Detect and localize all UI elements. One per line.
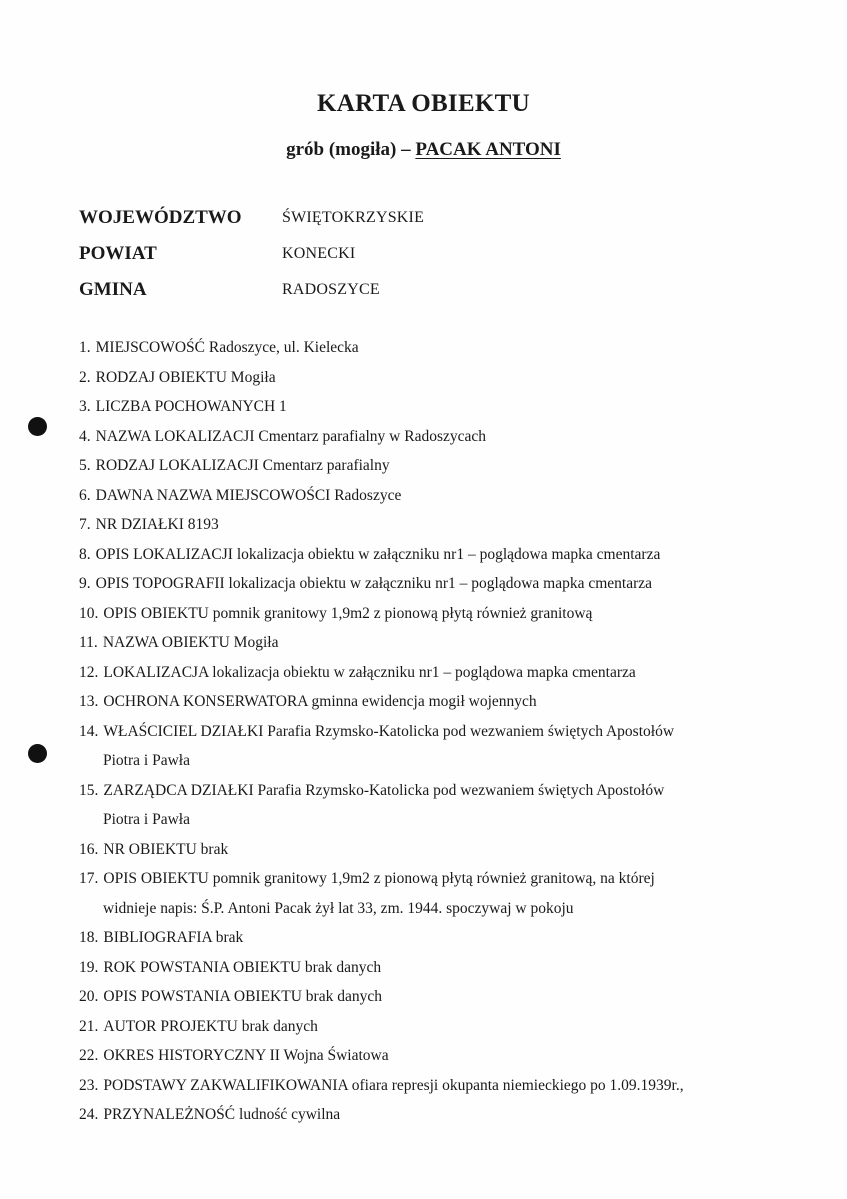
list-item: 16. NR OBIEKTU brak	[79, 840, 229, 858]
list-item: 2. RODZAJ OBIEKTU Mogiła	[79, 368, 276, 386]
page-subtitle	[0, 139, 847, 161]
list-item: 23. PODSTAWY ZAKWALIFIKOWANIA ofiara represji okupanta niemieckiego po 1.09.1939r.,	[79, 1076, 684, 1094]
list-item: 15. ZARZĄDCA DZIAŁKI Parafia Rzymsko-Katolicka pod wezwaniem świętych Apostołów	[79, 781, 665, 799]
punch-hole-mark	[28, 744, 47, 763]
list-item: 20. OPIS POWSTANIA OBIEKTU brak danych	[79, 988, 382, 1005]
admin-value: ŚWIĘTOKRZYSKIE	[282, 209, 425, 226]
admin-row-commune	[79, 272, 424, 308]
list-item: 18. BIBLIOGRAFIA brak	[79, 929, 244, 946]
list-item: 22. OKRES HISTORYCZNY II Wojna Światowa	[79, 1047, 389, 1064]
administrative-info	[79, 200, 424, 308]
list-item: 8. OPIS LOKALIZACJI lokalizacja obiektu w załączniku nr1 – poglądowa mapka cmentarza	[79, 545, 661, 563]
list-item: 13. OCHRONA KONSERWATORA gminna ewidencja mogił wojennych	[79, 693, 537, 710]
subtitle-prefix: grób (mogiła) –	[286, 139, 416, 160]
list-item-continuation: widnieje napis: Ś.P. Antoni Pacak żył lat 33, zm. 1944. spoczywaj w pokoju	[103, 899, 574, 917]
admin-value: KONECKI	[282, 245, 356, 262]
list-item: 19. ROK POWSTANIA OBIEKTU brak danych	[79, 958, 382, 976]
list-item: 17. OPIS OBIEKTU pomnik granitowy 1,9m2 z pionową płytą również granitową, na której	[79, 870, 655, 887]
object-details-list	[79, 333, 779, 1130]
list-item: 11. NAZWA OBIEKTU Mogiła	[79, 634, 279, 651]
list-item: 5. RODZAJ LOKALIZACJI Cmentarz parafialny	[79, 457, 390, 474]
list-item: 9. OPIS TOPOGRAFII lokalizacja obiektu w załączniku nr1 – poglądowa mapka cmentarza	[79, 575, 653, 592]
list-item: 7. NR DZIAŁKI 8193	[79, 516, 219, 533]
admin-label: WOJEWÓDZTWO	[79, 207, 242, 228]
page-title: KARTA OBIEKTU	[316, 90, 531, 117]
admin-label: POWIAT	[79, 243, 157, 264]
admin-value: RADOSZYCE	[282, 281, 380, 298]
list-item: 24. PRZYNALEŻNOŚĆ ludność cywilna	[79, 1106, 341, 1123]
list-item: 12. LOKALIZACJA lokalizacja obiektu w załączniku nr1 – poglądowa mapka cmentarza	[79, 663, 636, 681]
list-item-continuation: Piotra i Pawła	[103, 752, 190, 769]
subtitle-name: PACAK ANTONI	[415, 139, 561, 160]
admin-row-county	[79, 236, 424, 272]
admin-label: GMINA	[79, 279, 147, 300]
list-item: 14. WŁAŚCICIEL DZIAŁKI Parafia Rzymsko-Katolicka pod wezwaniem świętych Apostołów	[79, 722, 675, 740]
list-item: 4. NAZWA LOKALIZACJI Cmentarz parafialny w Radoszycach	[79, 427, 487, 445]
list-item: 3. LICZBA POCHOWANYCH 1	[79, 398, 287, 415]
list-item: 1. MIEJSCOWOŚĆ Radoszyce, ul. Kielecka	[79, 339, 359, 356]
list-item: 6. DAWNA NAZWA MIEJSCOWOŚCI Radoszyce	[79, 486, 402, 504]
list-item: 21. AUTOR PROJEKTU brak danych	[79, 1017, 318, 1035]
list-item: 10. OPIS OBIEKTU pomnik granitowy 1,9m2 z pionową płytą również granitową	[79, 604, 593, 622]
admin-row-voivodeship	[79, 200, 424, 236]
punch-hole-mark	[28, 417, 47, 436]
list-item-continuation: Piotra i Pawła	[103, 811, 190, 828]
